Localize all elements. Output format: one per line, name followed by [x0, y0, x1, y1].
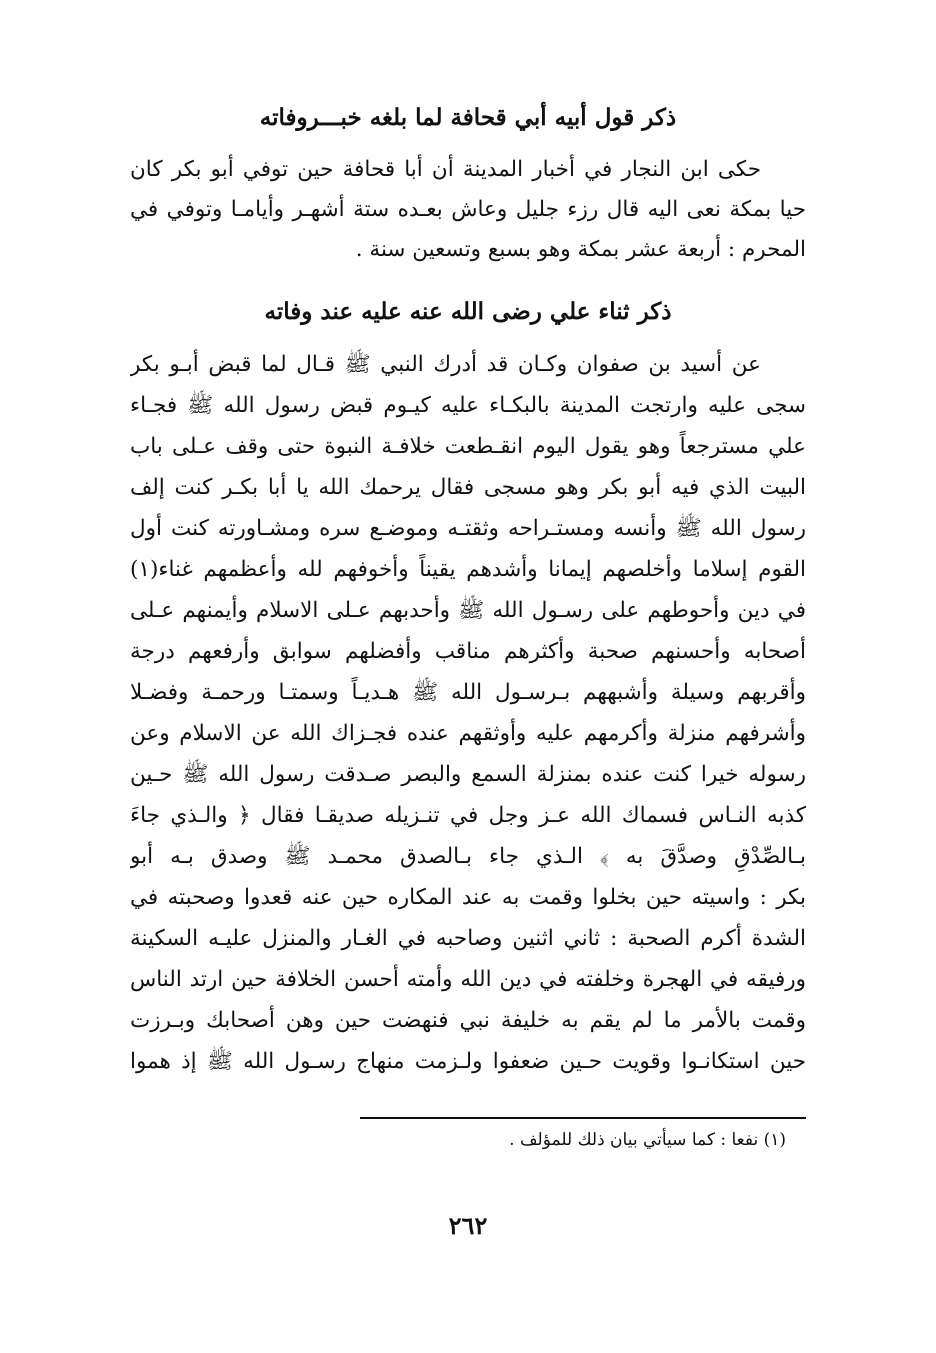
text-line: الشدة أكرم الصحبة : ثاني اثنين وصاحبه في الغـار والمنزل عليـه السكينة — [130, 926, 806, 951]
text-line: حكى ابن النجار في أخبار المدينة أن أبا قحافة حين توفي أبو بكر كان — [130, 157, 761, 182]
text-line: المحرم : أربعة عشر بمكة وهو بسبع وتسعين سنة . — [355, 237, 806, 263]
text-line: علي مسترجعاً وهو يقول اليوم انقـطعت خلافـة النبوة حتى وقف عـلى باب — [130, 434, 806, 459]
section-heading-2: ذكر ثناء علي رضى الله عنه عليه عند وفاته — [264, 298, 672, 325]
text-line: في دين وأحوطهم على رسـول الله ﷺ وأحدبهم عـلى الاسلام وأيمنهم عـلى — [130, 598, 806, 623]
text-line: حيا بمكة نعى اليه قال رزء جليل وعاش بعـده ستة أشهـر وأيامـا وتوفي في — [130, 197, 806, 223]
text-line: أصحابه وأحسنهم صحبة وأكثرهم مناقب وأفضلهم سوابق وأرفعهم درجة — [130, 639, 806, 664]
footnote-divider — [360, 1117, 806, 1119]
text-line: القوم إسلاما وأخلصهم إيمانا وأشدهم يقيناً وأخوفهم لله وأعظمهم غناء(١) — [130, 557, 806, 582]
text-line: رسول الله ﷺ وأنسه ومستـراحه وثقتـه وموضـع سره ومشـاورته كنت أول — [130, 516, 806, 541]
text-line: رسوله خيرا كنت عنده بمنزلة السمع والبصر صـدقت رسول الله ﷺ حـين — [130, 762, 806, 787]
text-line: سجى عليه وارتجت المدينة بالبكـاء عليه كيـوم قبض رسول الله ﷺ فجـاء — [130, 393, 806, 418]
text-line: البيت الذي فيه أبو بكر وهو مسجى فقال يرحمك الله يا أبا بكـر كنت إلف — [130, 475, 806, 500]
text-line: حين استكانـوا وقويت حـين ضعفوا ولـزمت منهاج رسـول الله ﷺ إذ هموا — [130, 1049, 806, 1074]
text-line: ورفيقه في الهجرة وخلفته في دين الله وأمته أحسن الخلافة حين ارتد الناس — [130, 967, 806, 992]
page-number: ٢٦٢ — [448, 1211, 488, 1240]
section-heading-1: ذكر قول أبيه أبي قحافة لما بلغه خبـــروفاته — [259, 104, 677, 131]
text-line: وأشرفهم منزلة وأكرمهم عليه وأوثقهم عنده فجـزاك الله عن الاسلام وعن — [130, 721, 806, 746]
paragraph-1 — [130, 150, 806, 271]
paragraph-2 — [130, 344, 806, 1082]
text-line: كذبه النـاس فسماك الله عـز وجل في تنـزيله صديقـا فقال ﴿ والـذي جاءَ — [130, 803, 806, 828]
text-line: بكر : واسيته حين بخلوا وقمت به عند المكاره حين عنه قعدوا وصحبته في — [130, 885, 806, 910]
text-line: وقمت بالأمر ما لم يقم به خليفة نبي فنهضت حين وهن أصحابك وبـرزت — [130, 1008, 806, 1033]
text-line: بـالصِّدْقِ وصدَّقَ به ﴾ الـذي جاء بـالصدق محمـد ﷺ وصدق بـه أبو — [130, 844, 806, 869]
text-line: وأقربهم وسيلة وأشبههم بـرسـول الله ﷺ هـديـاً وسمتـا ورحمـة وفضـلا — [130, 680, 806, 705]
text-line: عن أسيد بن صفوان وكـان قد أدرك النبي ﷺ قـال لما قبض أبـو بكر — [130, 352, 761, 377]
footnote: (١) نفعا : كما سيأتي بيان ذلك للمؤلف . — [509, 1130, 786, 1150]
